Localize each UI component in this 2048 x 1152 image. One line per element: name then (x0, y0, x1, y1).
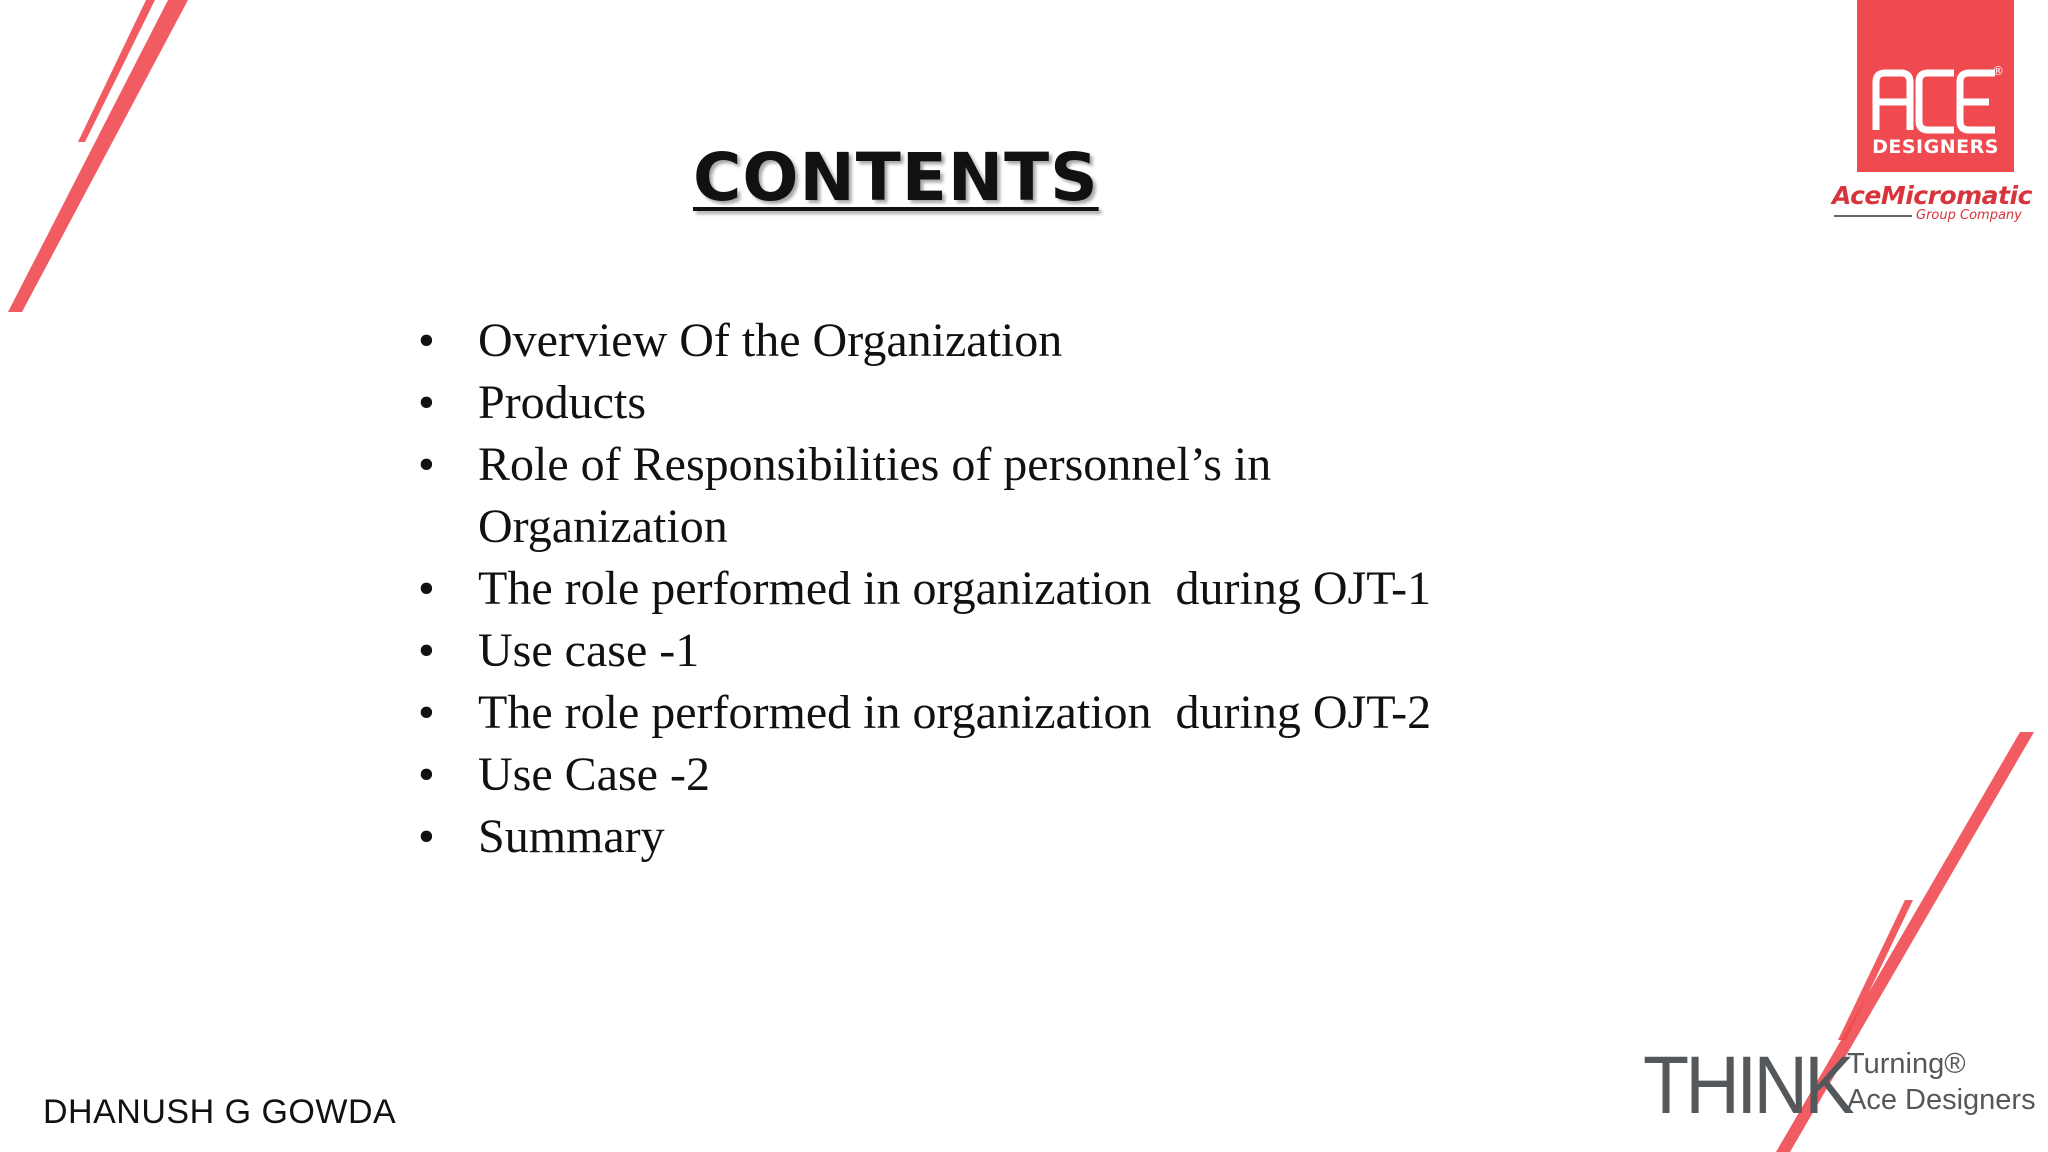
list-item-text: Use Case -2 (478, 748, 710, 801)
ace-designers-logo (1857, 0, 2014, 172)
bullet: • (418, 624, 435, 677)
bullet: • (418, 314, 435, 367)
logo-designers-text: DESIGNERS (1872, 136, 1999, 158)
group-company-divider (1834, 215, 1912, 217)
bottom-right-stripe-thin (1838, 900, 1913, 1040)
list-item-text: The role performed in organization during OJT-2 (478, 686, 1432, 739)
list-item-text: Use case -1 (478, 624, 700, 677)
bullet: • (418, 438, 435, 491)
bullet: • (418, 686, 435, 739)
group-company-text: Group Company (1916, 208, 2022, 223)
bullet: • (418, 376, 435, 429)
slide-title: CONTENTS (693, 139, 1099, 216)
think-tagline-turning: Turning® (1847, 1048, 1966, 1080)
letter-a-shape (1876, 73, 1910, 130)
top-left-stripe-thick (8, 0, 188, 312)
list-item (410, 558, 1610, 620)
list-item (410, 434, 1378, 558)
bullet: • (418, 562, 435, 615)
list-item-text: Products (478, 376, 646, 429)
think-tagline-ace-designers: Ace Designers (1847, 1084, 2036, 1116)
ace-micromatic-logo: AceMicromatic (1832, 181, 2032, 210)
list-item (410, 372, 1610, 434)
list-item-text: The role performed in organization during OJT-1 (478, 562, 1432, 615)
list-item (410, 806, 1610, 868)
author-name: DHANUSH G GOWDA (43, 1093, 397, 1131)
list-item-text: Summary (478, 810, 665, 863)
ace-letters-graphic (1871, 68, 2000, 134)
list-item (410, 620, 1610, 682)
bullet: • (418, 810, 435, 863)
think-logo-word: THINK (1643, 1040, 1851, 1131)
list-item (410, 310, 1610, 372)
bullet: • (418, 748, 435, 801)
letter-c-shape (1919, 73, 1954, 130)
list-item (410, 744, 1610, 806)
list-item-text: Overview Of the Organization (478, 314, 1063, 367)
letter-e-shape (1960, 73, 1995, 130)
registered-mark: ® (1992, 64, 2004, 78)
list-item (410, 682, 1610, 744)
list-item-text: Role of Responsibilities of personnel’s in Organization (478, 438, 1272, 553)
contents-list (410, 310, 1610, 868)
